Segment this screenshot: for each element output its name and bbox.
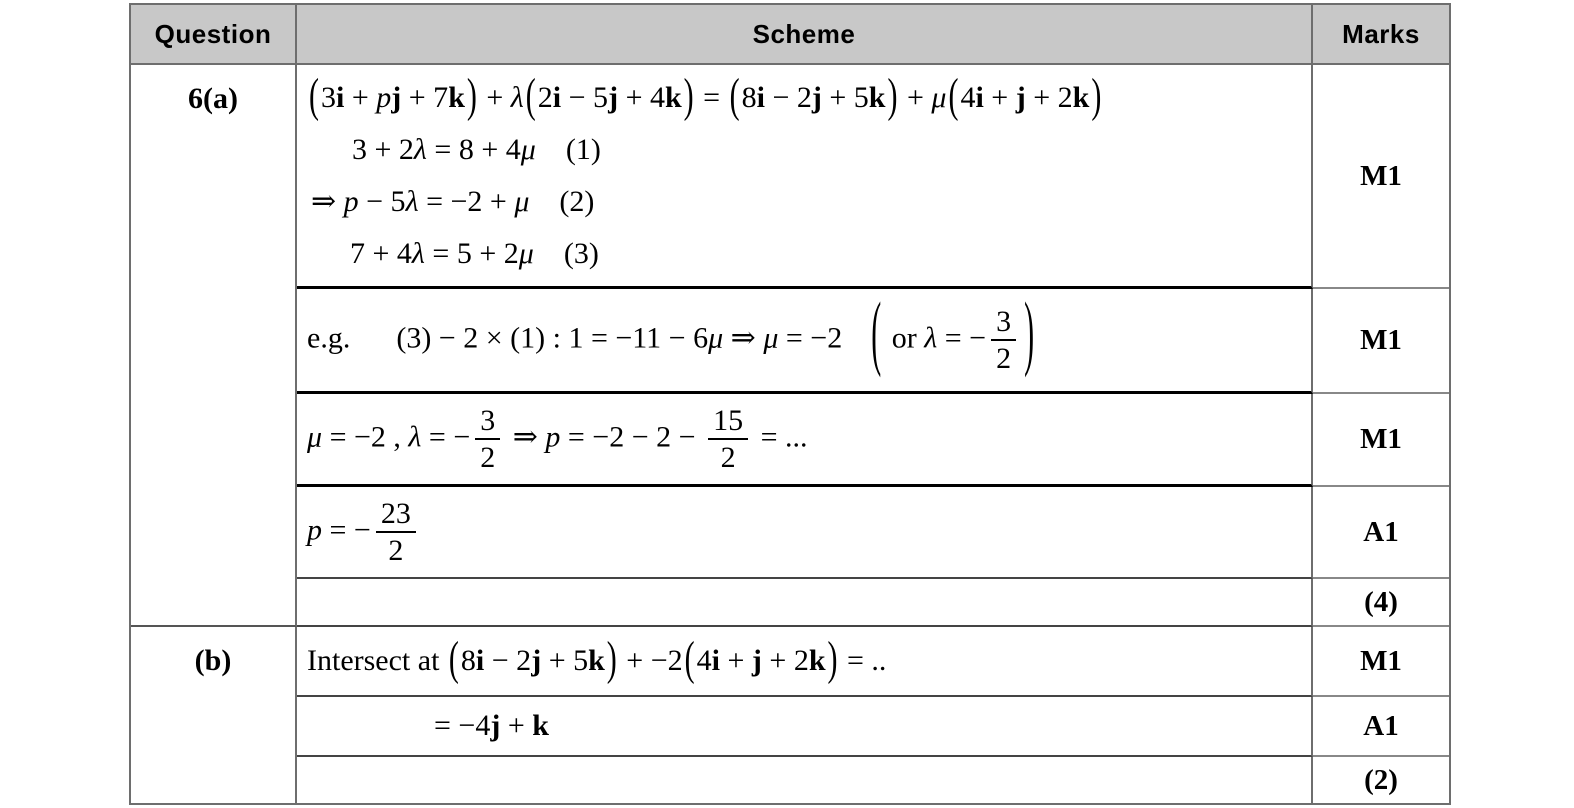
- equation-line: = −4j + k: [434, 709, 549, 742]
- fraction: $\frac{3}{2}$: [991, 306, 1016, 375]
- equation-line: μ = −2 , λ = − $\frac{3}{2}$ ⇒ p = −2 − 2 − $\frac{15}{2}$ = ...: [307, 403, 808, 474]
- equation-line: 7 + 4λ = 5 + 2μ (3): [350, 236, 599, 270]
- scheme-row-7: [297, 697, 1313, 757]
- scheme-row-1: [297, 65, 1313, 289]
- scheme-row-8-empty: [297, 757, 1313, 803]
- scheme-row-2: [297, 286, 1313, 394]
- equation-line: p = − $\frac{23}{2}$: [307, 498, 1311, 567]
- scheme-row-6: [297, 627, 1313, 697]
- question-label-b: (b): [131, 627, 297, 803]
- equation-line: (3i + pj + 7k) + λ(2i − 5j + 4k) = (8i − 2j + 5k) + μ(4i + j + 2k): [307, 72, 1311, 124]
- equation-line: e.g. (3) − 2 × (1) : 1 = −11 − 6μ ⇒ μ = −2 ( or λ = − $\frac{3}{2}$ ): [307, 306, 1311, 375]
- marks-cell-5-subtotal: (4): [1313, 579, 1449, 627]
- marks-cell-6: M1: [1313, 627, 1449, 697]
- fraction: $\frac{23}{2}$: [376, 498, 416, 567]
- marks-cell-8-subtotal: (2): [1364, 763, 1398, 796]
- marks-cell-2: M1: [1313, 289, 1449, 394]
- question-label-6a: 6(a): [131, 65, 297, 627]
- header-scheme: Scheme: [297, 5, 1313, 65]
- scheme-row-4: [297, 487, 1313, 579]
- mark-scheme-table: [129, 3, 1451, 805]
- marks-cell-7: A1: [1313, 697, 1449, 757]
- marks-cell-3: M1: [1313, 394, 1449, 487]
- header-marks: Marks: [1313, 5, 1449, 65]
- header-question: Question: [131, 5, 297, 65]
- big-paren: (: [448, 632, 459, 686]
- marks-cell-1: M1: [1313, 65, 1449, 289]
- big-paren: (: [309, 69, 319, 122]
- equation-line: 3 + 2λ = 8 + 4μ (1): [352, 132, 601, 166]
- marks-cell-4: A1: [1313, 487, 1449, 579]
- big-paren: (: [871, 286, 882, 379]
- scheme-row-3: [297, 394, 1313, 487]
- equation-line: ⇒ p − 5λ = −2 + μ (2): [311, 184, 595, 218]
- fraction: $\frac{15}{2}$: [708, 405, 748, 474]
- equation-line: Intersect at (8i − 2j + 5k) + −2(4i + j + 2k) = ..: [307, 635, 1311, 687]
- fraction: $\frac{3}{2}$: [475, 405, 500, 474]
